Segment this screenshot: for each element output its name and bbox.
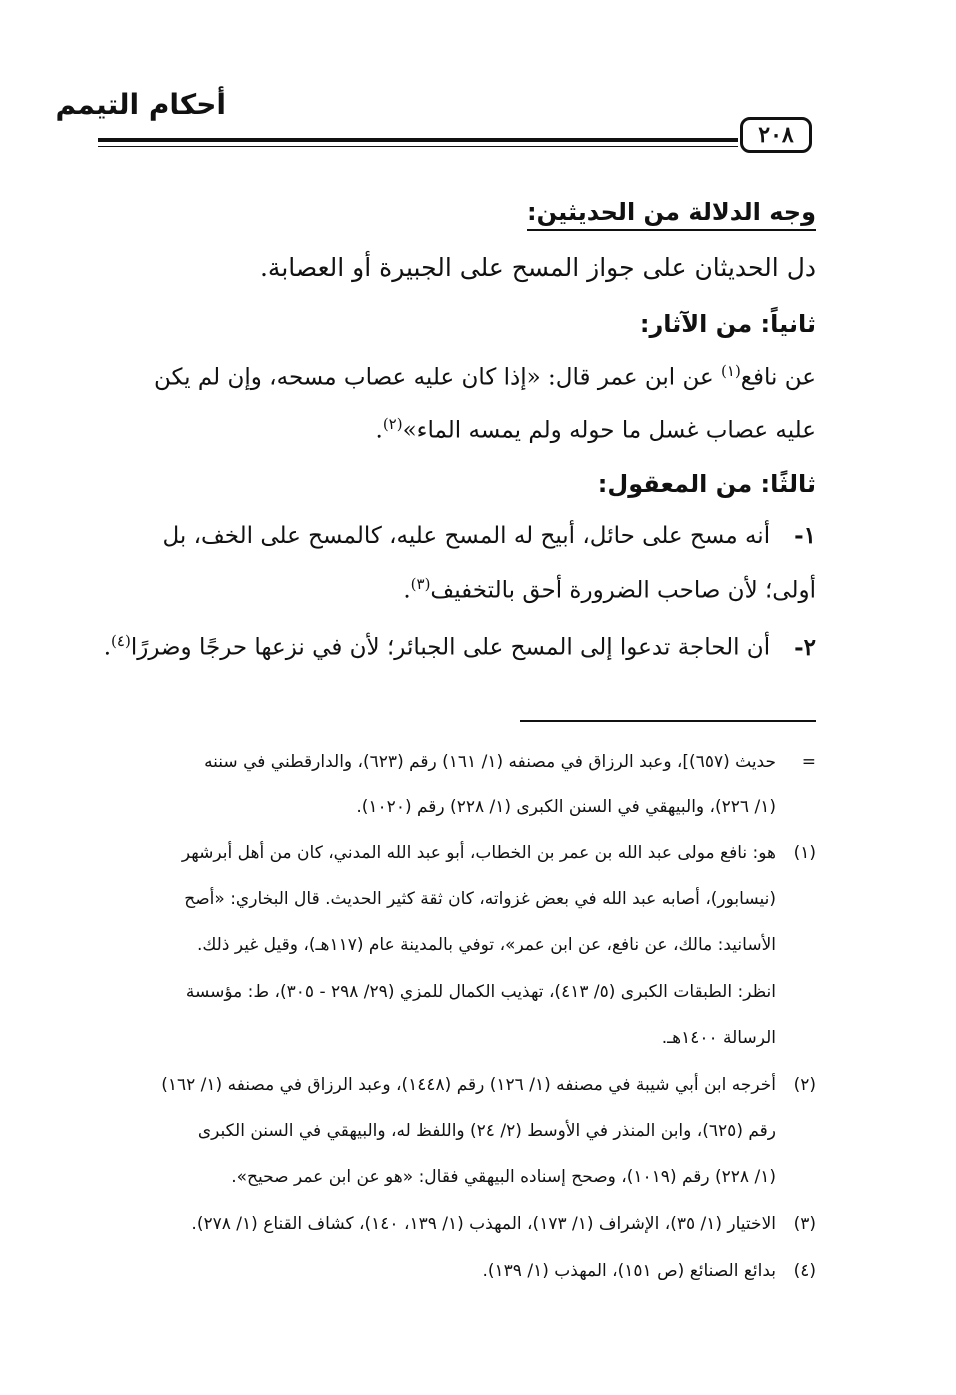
footnote-line: (١/ ٢٢٦)، والبيهقي في السنن الكبرى (١/ ٢٢٨) رقم (١٠٢٠).	[356, 797, 776, 817]
footnote-ref: (١)	[721, 362, 741, 380]
footnote-mark: (٢)	[793, 1075, 816, 1095]
running-header-title: أحكام التيمم	[55, 88, 226, 121]
footnote-ref: (٢)	[382, 415, 403, 433]
list-item-number: ١-	[794, 522, 816, 549]
footnote-line: الرسالة ١٤٠٠هـ.	[661, 1028, 776, 1048]
paragraph-text: عليه عصاب غسل ما حوله ولم يمسه الماء»	[402, 417, 816, 444]
list-item-text: أولى؛ لأن صاحب الضرورة أحق بالتخفيف	[430, 577, 816, 604]
footnote-line: انظر: الطبقات الكبرى (٥/ ٤١٣)، تهذيب الكمال للمزي (٢٩/ ٢٩٨ - ٣٠٥)، ط: مؤسسة	[185, 982, 776, 1002]
heading-athar: ثانياً: من الآثار:	[639, 310, 816, 338]
footnote-line: بدائع الصنائع (ص ١٥١)، المهذب (١/ ١٣٩).	[482, 1261, 776, 1281]
paragraph-line: عليه عصاب غسل ما حوله ولم يمسه الماء»$^{(٢)}$.	[375, 415, 816, 444]
footnote-line: هو: نافع مولى عبد الله بن عمر بن الخطاب، أبو عبد الله المدني، كان من أهل أبرشهر	[181, 843, 776, 863]
list-item-text: أن الحاجة تدعوا إلى المسح على الجبائر؛ لأن في نزعها حرجًا وضررًا	[130, 634, 771, 661]
paragraph-line	[154, 362, 816, 391]
header-rule-thin	[98, 146, 738, 147]
footnote-line: الأسانيد: مالك، عن نافع، عن ابن عمر»، توفي بالمدينة عام (١١٧هـ)، وقيل غير ذلك.	[196, 935, 776, 955]
footnote-separator	[520, 720, 816, 722]
list-item	[162, 522, 816, 549]
footnote-line: الاختيار (١/ ٣٥)، الإشراف (١/ ١٧٣)، المهذب (١/ ١٣٩، ١٤٠)، كشاف القناع (١/ ٢٧٨).	[191, 1214, 776, 1234]
footnote-continuation-mark: =	[801, 752, 816, 772]
list-item-text: أنه مسح على حائل، أبيح له المسح عليه، كالمسح على الخف، بل	[162, 523, 771, 549]
footnote-mark: (٤)	[793, 1261, 816, 1281]
footnote-line: أخرجه ابن أبي شيبة في مصنفه (١/ ١٢٦) رقم (١٤٤٨)، وعبد الرزاق في مصنفه (١/ ١٦٢)	[161, 1075, 776, 1095]
list-item-number: ٢-	[794, 633, 816, 661]
footnote-line: رقم (٦٢٥)، وابن المنذر في الأوسط (٢/ ٢٤) واللفظ له، والبيهقي في السنن الكبرى	[197, 1121, 776, 1141]
footnote-line: (١/ ٢٢٨) رقم (١٠١٩)، وصحح إسناده البيهقي فقال: «هو عن ابن عمر صحيح».	[231, 1167, 776, 1187]
footnote-ref: (٤)	[111, 632, 131, 650]
paragraph-text: عن ابن عمر قال: «إذا كان عليه عصاب مسحه، وإن لم يكن	[153, 364, 714, 391]
heading-reason: ثالثًا: من المعقول:	[597, 470, 816, 498]
section-heading	[527, 198, 816, 226]
paragraph-text: عن نافع	[740, 364, 816, 391]
list-item: ٢-أن الحاجة تدعوا إلى المسح على الجبائر؛ لأن في نزعها حرجًا وضررًا$^{(٤)}$.	[103, 632, 816, 661]
heading-evidence: وجه الدلالة من الحديثين:	[527, 198, 816, 231]
footnote-ref: (٣)	[410, 575, 431, 593]
header-rule-thick	[98, 138, 738, 142]
paragraph: دل الحديثان على جواز المسح على الجبيرة أو العصابة.	[259, 253, 816, 282]
list-item-line: أولى؛ لأن صاحب الضرورة أحق بالتخفيف$^{(٣)}$.	[403, 575, 816, 604]
footnote-mark: (١)	[793, 843, 816, 863]
footnote-line: (نيسابور)، أصابه عبد الله في بعض غزواته، كان ثقة كثير الحديث. قال البخاري: «أصح	[184, 889, 776, 909]
footnote-line: حديث (٦٥٧)]، وعبد الرزاق في مصنفه (١/ ١٦١) رقم (٦٢٣)، والدارقطني في سننه	[204, 752, 776, 772]
footnote-mark: (٣)	[793, 1214, 816, 1234]
page-number: ٢٠٨	[740, 117, 812, 153]
